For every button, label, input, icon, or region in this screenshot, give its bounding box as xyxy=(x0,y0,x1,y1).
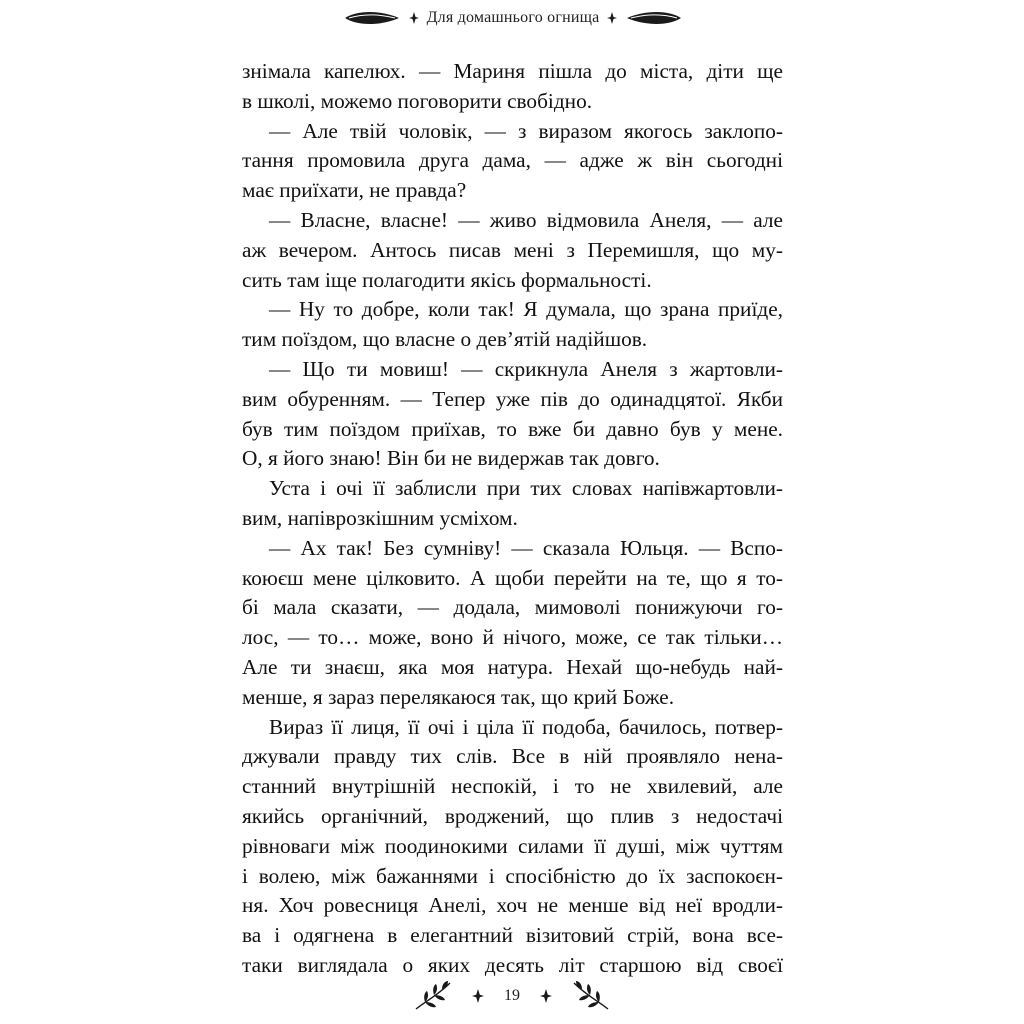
text-line: станний внутрішній неспокій, і то не хвилевий, але xyxy=(242,774,783,799)
text-line: вим обуренням. — Тепер уже пів до одинадцятої. Якби xyxy=(242,386,783,411)
text-line: — Але твій чоловік, — з виразом якогось заклопо- xyxy=(269,118,783,143)
page-footer xyxy=(412,976,612,1016)
diamond-icon xyxy=(607,12,617,24)
header-right-ornament-icon xyxy=(625,11,683,25)
text-line: ня. Хоч ровесниця Анелі, хоч не менше від неї вродли- xyxy=(242,893,783,918)
text-line: коюєш мене цілковито. А щоби перейти на те, що я то- xyxy=(242,565,783,590)
text-line: знімала капелюх. — Мариня пішла до міста, діти ще xyxy=(242,59,783,83)
text-line: тим поїздом, що власне о дев’ятій надійшов. xyxy=(242,327,648,352)
text-line: аж вечером. Антось писав мені з Перемишля, що му- xyxy=(242,237,783,262)
text-line: і волею, між бажаннями і спосібністю до їх заспокоєн- xyxy=(242,863,783,888)
text-line: менше, я зараз перелякаюся так, що крий Боже. xyxy=(242,684,675,709)
text-line: Але ти знаєш, яка моя натура. Нехай що-небудь най- xyxy=(242,654,783,679)
text-line: джували правду тих слів. Все в ній проявляло нена- xyxy=(242,744,783,769)
text-line: рівноваги між поодинокими силами її душі, між чуттям xyxy=(242,833,783,858)
text-line: ва і одягнена в елегантний візитовий стрій, вона все- xyxy=(242,923,783,948)
text-line: якийсь органічний, вроджений, що плив з недостачі xyxy=(242,803,783,828)
text-line: Уста і очі її заблисли при тих словах напівжартовли- xyxy=(269,476,783,501)
diamond-icon xyxy=(472,989,484,1003)
leaf-sprig-icon xyxy=(412,979,452,1013)
text-line: — Що ти мовиш! — скрикнула Анеля з жартовли- xyxy=(269,356,783,381)
page-number: 19 xyxy=(504,987,520,1004)
text-line: був тим поїздом приїхав, то вже би давно був у мене. xyxy=(242,416,783,441)
text-line: лос, — то… може, воно й нічого, може, се так тільки… xyxy=(242,625,783,650)
text-line: бі мала сказати, — додала, мимоволі понижуючи го- xyxy=(242,595,783,620)
running-header xyxy=(332,6,694,30)
leaf-sprig-icon xyxy=(572,979,612,1013)
text-line: — Ах так! Без сумніву! — сказала Юльця. — Вспо- xyxy=(269,535,783,560)
text-line: має приїхати, не правда? xyxy=(242,178,467,203)
body-text xyxy=(242,57,783,981)
text-line: таки виглядала о яких десять літ старшою від своєї xyxy=(242,952,783,977)
text-line: сить там іще полагодити якісь формальності. xyxy=(242,267,652,292)
text-line: тання промовила друга дама, — адже ж він сьогодні xyxy=(242,148,783,173)
text-line: Вираз її лиця, її очі і ціла її подоба, бачилось, потвер- xyxy=(269,714,783,739)
diamond-icon xyxy=(409,12,419,24)
text-line: вим, напіврозкішним усміхом. xyxy=(242,505,518,530)
running-header-title: Для домашнього огнища xyxy=(426,9,600,26)
diamond-icon xyxy=(540,989,552,1003)
text-line: О, я його знаю! Він би не видержав так довго. xyxy=(242,446,660,471)
header-left-ornament-icon xyxy=(343,11,401,25)
text-line: в школі, можемо поговорити свобідно. xyxy=(242,88,593,113)
text-line: — Власне, власне! — живо відмовила Анеля, — але xyxy=(269,207,783,232)
text-line: — Ну то добре, коли так! Я думала, що зрана приїде, xyxy=(269,297,783,322)
